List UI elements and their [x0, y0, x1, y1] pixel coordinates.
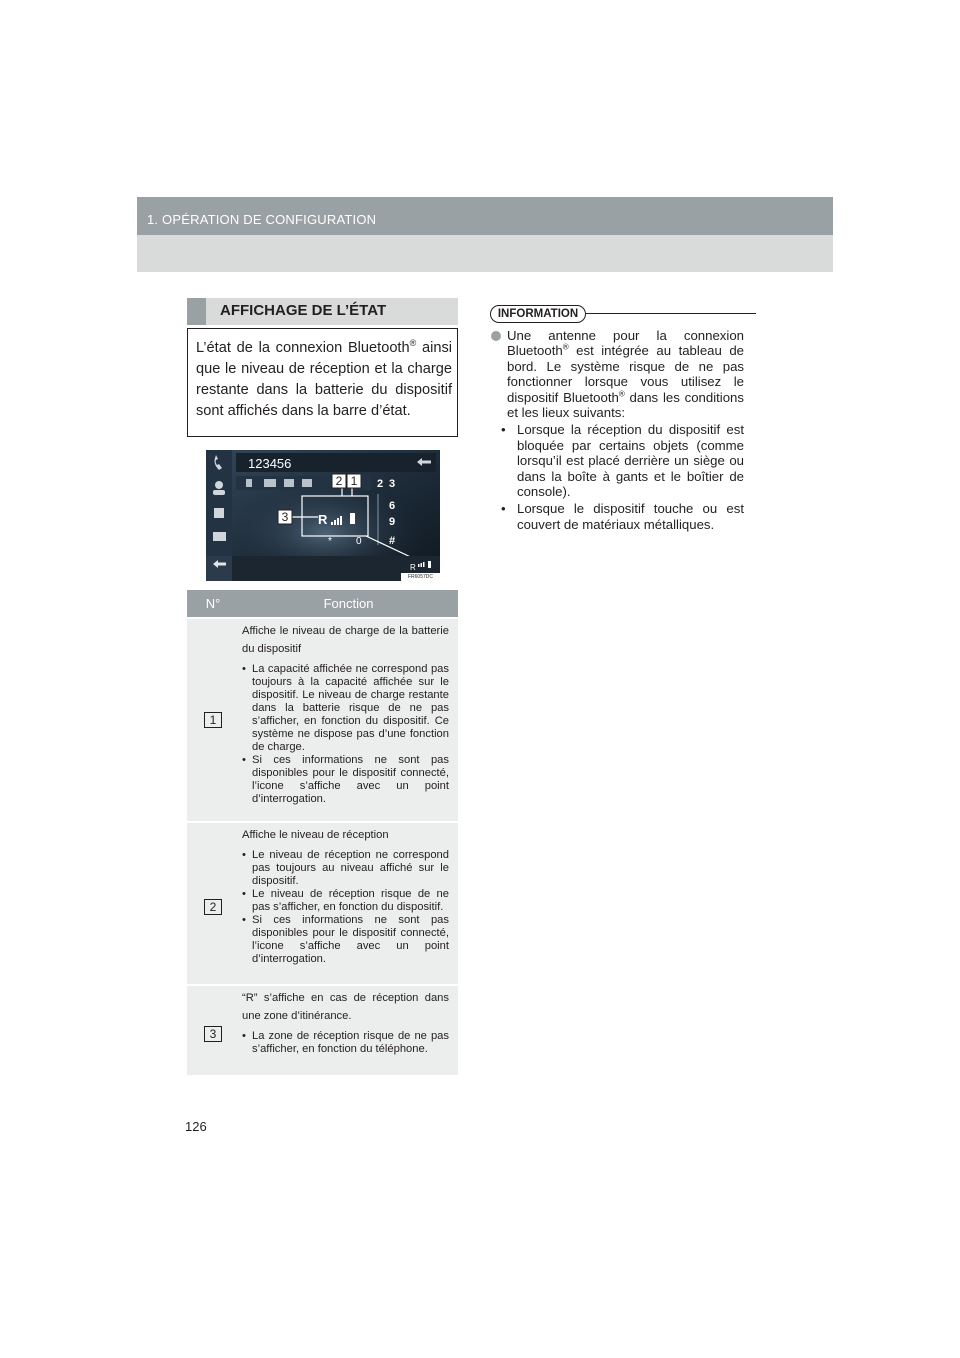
row-content — [242, 622, 449, 806]
battery-icon — [350, 513, 355, 524]
row-lead: Affiche le niveau de réception — [242, 829, 389, 841]
row-content — [242, 989, 449, 1056]
row-bullet: • La capacité affichée ne correspond pas toujours à la capacité affichée sur le dispositif. Le niveau de charge restante dans la batterie risque de ne pas s’afficher, en fonction du dispositif. Ce système ne dispose pas d’une fonction de charge. — [242, 663, 449, 754]
row-bullet: • Le niveau de réception ne correspond pas toujours au niveau affiché sur le dispositif. — [242, 849, 449, 888]
callout-2: 2 — [335, 474, 343, 488]
message-icon — [213, 532, 226, 541]
svg-text:R: R — [318, 512, 328, 527]
table-row — [187, 986, 458, 1075]
figure-code: FR6057DC — [401, 573, 440, 581]
keypad-icon — [214, 508, 224, 518]
row-number: 2 — [209, 900, 217, 914]
col-func-header: Fonction — [323, 596, 374, 611]
page-number: 126 — [185, 1119, 207, 1134]
callout-1: 1 — [350, 474, 358, 488]
table-row — [187, 619, 458, 821]
key-hash: # — [389, 535, 396, 547]
key-3: 3 — [389, 478, 396, 490]
bullet-dot-icon — [491, 331, 501, 341]
row-bullet: • La zone de réception risque de ne pas s’afficher, en fonction du téléphone. — [242, 1030, 449, 1056]
svg-text:R: R — [410, 563, 416, 572]
screen-illustration — [206, 450, 440, 581]
row-content — [242, 826, 449, 966]
information-sub-item: • Lorsque le dispositif touche ou est couvert de matériaux métalliques. — [501, 501, 744, 532]
information-label: INFORMATION — [490, 305, 586, 323]
row-bullet: • Si ces informations ne sont pas disponibles pour le dispositif connecté, l’icone s’affiche avec un point d’interrogation. — [242, 754, 449, 806]
row-number: 1 — [209, 713, 217, 727]
row-lead: “R” s’affiche en cas de réception dans une zone d’itinérance. — [242, 992, 449, 1022]
information-body — [491, 328, 744, 532]
section-heading — [187, 298, 458, 325]
row-bullet: • Si ces informations ne sont pas disponibles pour le dispositif connecté, l’icone s’affiche avec un point d’interrogation. — [242, 914, 449, 966]
key-6: 6 — [389, 500, 396, 512]
row-bullet: • Le niveau de réception risque de ne pas s’afficher, en fonction du dispositif. — [242, 888, 449, 914]
row-number: 3 — [209, 1027, 217, 1041]
section-marker — [187, 298, 206, 325]
callout-3: 3 — [281, 510, 289, 524]
information-rule — [586, 313, 756, 314]
section-title: AFFICHAGE DE L’ÉTAT — [220, 302, 387, 319]
intro-text: L’état de la connexion Bluetooth® ainsi que le niveau de réception et la charge restante dans la batterie du dispositif sont affichés dans la barre d’état. — [196, 338, 452, 419]
table-row — [187, 823, 458, 984]
status-bar-screenshot — [206, 450, 440, 581]
chapter-header — [137, 197, 833, 272]
table-header — [187, 590, 458, 617]
chapter-header-bar — [137, 197, 833, 235]
svg-text:2: 2 — [377, 478, 384, 490]
information-sub-item: • Lorsque la réception du dispositif est bloquée par certains objets (comme lorsqu’il est placé derrière un siège ou dans la boîte à gants et le boîtier de console). — [501, 422, 744, 499]
row-lead: Affiche le niveau de charge de la batterie du dispositif — [242, 625, 449, 655]
dialed-number: 123456 — [248, 456, 292, 471]
intro-box — [187, 328, 458, 437]
svg-text:0: 0 — [356, 536, 362, 547]
col-num-header: N° — [205, 596, 221, 611]
information-bullet: Une antenne pour la connexion Bluetooth® est intégrée au tableau de bord. Le système risque de ne pas fonctionner lorsque vous utilisez le dispositif Bluetooth® dans les conditions et les lieux suivants: — [491, 328, 744, 420]
svg-text:*: * — [328, 536, 332, 547]
chapter-title: 1. OPÉRATION DE CONFIGURATION — [147, 212, 377, 227]
key-9: 9 — [389, 516, 396, 528]
